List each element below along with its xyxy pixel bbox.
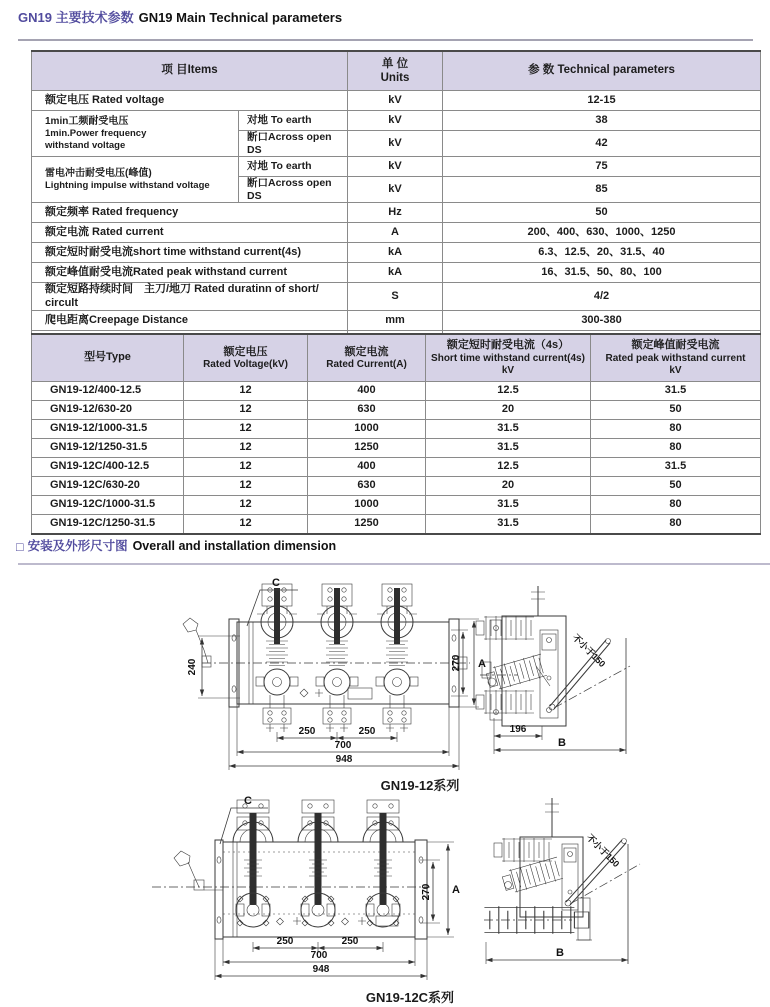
- dim-label-196: 196: [509, 724, 527, 735]
- col-header-current: 额定电流 Rated Current(A): [308, 334, 426, 382]
- col-header-peak: 额定峰值耐受电流 Rated peak withstand current kV: [591, 334, 761, 382]
- dimension-annotations: [494, 632, 626, 754]
- table-row: [32, 310, 761, 330]
- dim-label-700: 700: [310, 950, 328, 961]
- page-title-en: GN19 Main Technical parameters: [138, 10, 343, 25]
- dim-label-250-right: 250: [341, 936, 359, 947]
- dim-label-a: A: [452, 884, 460, 896]
- cell-unit: S: [348, 283, 443, 310]
- cell-value: 16、31.5、50、80、100: [443, 263, 761, 283]
- cell-type: GN19-12/400-12.5: [32, 382, 184, 401]
- cell-type: GN19-12C/400-12.5: [32, 458, 184, 477]
- cell-value: 42: [443, 131, 761, 157]
- table-row: [32, 420, 761, 439]
- table-row: [32, 283, 761, 310]
- cell-voltage: 12: [184, 401, 308, 420]
- front-view-drawing-gn19-12: [152, 562, 487, 772]
- cell-type: GN19-12/1000-31.5: [32, 420, 184, 439]
- cell-voltage: 12: [184, 515, 308, 535]
- cell-peak: 80: [591, 420, 761, 439]
- cell-unit: kV: [348, 111, 443, 131]
- cell-subitem: 断口Across open DS: [239, 131, 348, 157]
- cell-peak: 80: [591, 496, 761, 515]
- cell-value: 300-380: [443, 310, 761, 330]
- table-row: [32, 203, 761, 223]
- cell-value: 6.3、12.5、20、31.5、40: [443, 243, 761, 263]
- cell-voltage: 12: [184, 382, 308, 401]
- cell-voltage: 12: [184, 458, 308, 477]
- note-min-150: 不小于150: [570, 632, 608, 670]
- cell-current: 1250: [308, 515, 426, 535]
- cell-short: 12.5: [426, 382, 591, 401]
- dim-label-b: B: [558, 737, 566, 749]
- cell-voltage: 12: [184, 439, 308, 458]
- drawing-geometry: [152, 800, 430, 939]
- cell-short: 20: [426, 401, 591, 420]
- drawing-geometry: [183, 584, 470, 732]
- cell-unit: kA: [348, 243, 443, 263]
- cell-short: 12.5: [426, 458, 591, 477]
- cell-voltage: 12: [184, 477, 308, 496]
- dim-label-a: A: [478, 658, 486, 670]
- cell-item: 额定电压 Rated voltage: [32, 91, 348, 111]
- col-header-parameters: 参 数 Technical parameters: [443, 51, 761, 91]
- cell-short: 31.5: [426, 496, 591, 515]
- col-header-items: 项 目Items: [32, 51, 348, 91]
- cell-current: 1250: [308, 439, 426, 458]
- caption-gn19-12: GN19-12系列: [380, 778, 460, 793]
- cell-short: 31.5: [426, 439, 591, 458]
- cell-type: GN19-12C/630-20: [32, 477, 184, 496]
- cell-value: 85: [443, 177, 761, 203]
- dim-label-240: 240: [187, 658, 198, 676]
- dim-label-b: B: [556, 947, 564, 959]
- cell-type: GN19-12/1250-31.5: [32, 439, 184, 458]
- section-heading-dimensions: [16, 536, 336, 554]
- dim-label-948: 948: [335, 754, 353, 765]
- side-view-drawing-gn19-12c: [482, 792, 672, 982]
- cell-item: 额定电流 Rated current: [32, 223, 348, 243]
- table-header-row: [32, 51, 761, 91]
- cell-type: GN19-12C/1000-31.5: [32, 496, 184, 515]
- page-title-zh: GN19 主要技术参数: [18, 10, 134, 25]
- page-title: [18, 7, 342, 26]
- table-row: [32, 382, 761, 401]
- table-row: [32, 439, 761, 458]
- cell-item: 1min工频耐受电压 1min.Power frequency withstand voltage: [32, 111, 239, 157]
- col-header-units: 单 位 Units: [348, 51, 443, 91]
- dim-label-250-left: 250: [298, 726, 316, 737]
- table-row: [32, 91, 761, 111]
- note-min-150: 不小于150: [584, 832, 622, 870]
- cell-current: 1000: [308, 420, 426, 439]
- cell-unit: mm: [348, 310, 443, 330]
- caption-gn19-12c: GN19-12C系列: [365, 990, 455, 1005]
- cell-subitem: 断口Across open DS: [239, 177, 348, 203]
- cell-short: 20: [426, 477, 591, 496]
- table-row: [32, 263, 761, 283]
- drawing-geometry: [484, 798, 640, 964]
- table-row: [32, 515, 761, 535]
- cell-value: 38: [443, 111, 761, 131]
- col-header-type: 型号Type: [32, 334, 184, 382]
- cell-peak: 31.5: [591, 458, 761, 477]
- dim-label-700: 700: [334, 740, 352, 751]
- cell-current: 630: [308, 477, 426, 496]
- cell-item: 额定短路持续时间 主刀/地刀 Rated duratinn of short/ circult: [32, 283, 348, 310]
- col-header-voltage: 额定电压 Rated Voltage(kV): [184, 334, 308, 382]
- type-ratings-table: [31, 333, 761, 535]
- table-row: [32, 243, 761, 263]
- cell-value: 4/2: [443, 283, 761, 310]
- cell-current: 630: [308, 401, 426, 420]
- table-row: [32, 157, 761, 177]
- dim-label-270: 270: [421, 883, 432, 901]
- cell-unit: kV: [348, 157, 443, 177]
- dim-label-250-right: 250: [358, 726, 376, 737]
- dimension-annotations: [486, 832, 628, 964]
- section-heading-en: Overall and installation dimension: [132, 539, 337, 553]
- cell-item: 额定短时耐受电流short time withstand current(4s): [32, 243, 348, 263]
- table-row: [32, 496, 761, 515]
- cell-subitem: 对地 To earth: [239, 157, 348, 177]
- cell-item: 额定频率 Rated frequency: [32, 203, 348, 223]
- cell-voltage: 12: [184, 496, 308, 515]
- cell-current: 1000: [308, 496, 426, 515]
- table-row: [32, 111, 761, 131]
- col-header-short-time: 额定短时耐受电流（4s） Short time withstand current(4s) kV: [426, 334, 591, 382]
- dim-label-250-left: 250: [276, 936, 294, 947]
- cell-value: 50: [443, 203, 761, 223]
- cell-peak: 50: [591, 401, 761, 420]
- cell-subitem: 对地 To earth: [239, 111, 348, 131]
- cell-type: GN19-12/630-20: [32, 401, 184, 420]
- cell-peak: 80: [591, 439, 761, 458]
- cell-value: 75: [443, 157, 761, 177]
- dim-label-c: C: [244, 795, 252, 807]
- cell-current: 400: [308, 382, 426, 401]
- table-row: [32, 223, 761, 243]
- cell-voltage: 12: [184, 420, 308, 439]
- cell-item: 额定峰值耐受电流Rated peak withstand current: [32, 263, 348, 283]
- cell-unit: kV: [348, 131, 443, 157]
- dim-label-948: 948: [312, 964, 330, 975]
- square-bullet-icon: □: [16, 540, 24, 554]
- dim-label-c: C: [272, 577, 280, 589]
- section-heading-zh: 安装及外形尺寸图: [27, 539, 128, 553]
- table-header-row: [32, 334, 761, 382]
- cell-unit: kA: [348, 263, 443, 283]
- table-row: [32, 477, 761, 496]
- cell-peak: 31.5: [591, 382, 761, 401]
- cell-unit: kV: [348, 91, 443, 111]
- cell-current: 400: [308, 458, 426, 477]
- cell-unit: kV: [348, 177, 443, 203]
- table-row: [32, 458, 761, 477]
- cell-value: 12-15: [443, 91, 761, 111]
- main-parameters-table: [31, 50, 761, 352]
- cell-item: 爬电距离Creepage Distance: [32, 310, 348, 330]
- cell-short: 31.5: [426, 515, 591, 535]
- side-view-drawing-gn19-12: [478, 578, 678, 783]
- cell-type: GN19-12C/1250-31.5: [32, 515, 184, 535]
- cell-short: 31.5: [426, 420, 591, 439]
- cell-unit: Hz: [348, 203, 443, 223]
- table-row: [32, 401, 761, 420]
- cell-item: 雷电冲击耐受电压(峰值) Lightning impulse withstand voltage: [32, 157, 239, 203]
- dim-label-270: 270: [451, 654, 462, 672]
- front-view-drawing-gn19-12c: [130, 792, 480, 987]
- cell-peak: 50: [591, 477, 761, 496]
- title-divider-line: [18, 39, 753, 41]
- drawing-geometry: [476, 586, 630, 754]
- cell-value: 200、400、630、1000、1250: [443, 223, 761, 243]
- cell-unit: A: [348, 223, 443, 243]
- cell-peak: 80: [591, 515, 761, 535]
